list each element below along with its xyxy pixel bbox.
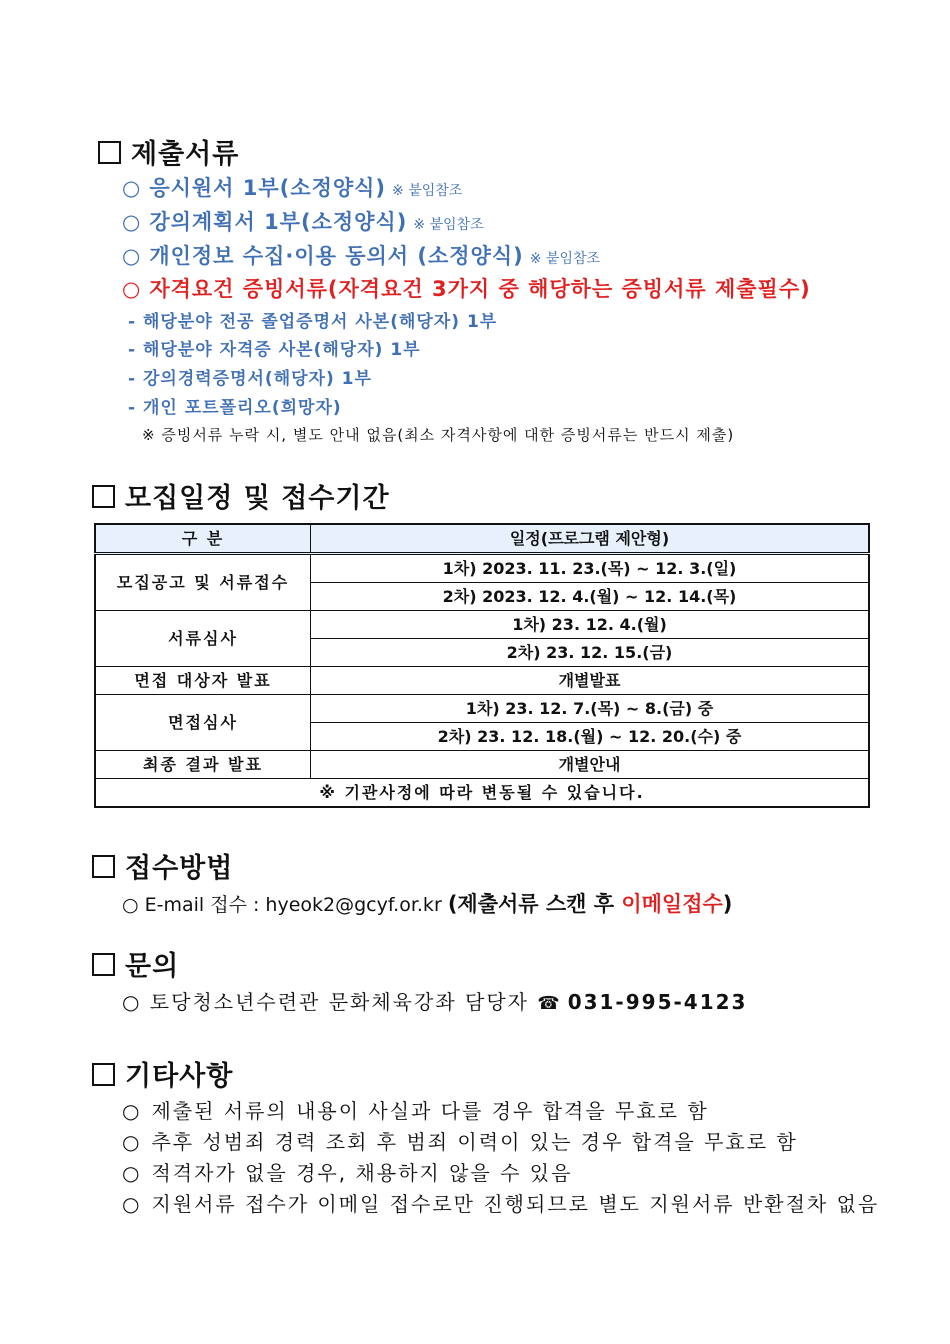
- circle-bullet-icon: ○: [122, 277, 142, 301]
- document-item: ○ 강의계획서 1부(소정양식) ※ 붙임참조: [122, 210, 484, 234]
- row-label: 모집공고 및 서류접수: [95, 554, 311, 611]
- schedule-cell: 개별발표: [311, 667, 870, 695]
- checkbox-icon: [92, 953, 115, 976]
- sub-item: - 해당분야 전공 졸업증명서 사본(해당자) 1부: [128, 312, 498, 332]
- table-row: [95, 751, 869, 779]
- column-header: 일정(프로그램 제안형): [311, 524, 870, 554]
- section-heading-method: 접수방법: [92, 846, 233, 885]
- circle-bullet-icon: ○: [122, 1130, 142, 1154]
- circle-bullet-icon: ○: [122, 1161, 142, 1185]
- row-label: 최종 결과 발표: [95, 751, 311, 779]
- circle-bullet-icon: ○: [122, 176, 142, 200]
- schedule-table: [94, 523, 870, 808]
- schedule-note: ※ 기관사정에 따라 변동될 수 있습니다.: [95, 779, 869, 808]
- table-row: [95, 667, 869, 695]
- etc-item: ○ 추후 성범죄 경력 조회 후 범죄 이력이 있는 경우 합격을 무효로 함: [122, 1130, 798, 1154]
- circle-bullet-icon: ○: [122, 1099, 142, 1123]
- circle-bullet-icon: ○: [122, 244, 142, 268]
- row-label: 면접심사: [95, 695, 311, 751]
- table-row: [95, 611, 869, 639]
- section-heading-documents: 제출서류: [98, 132, 239, 171]
- phone-number: 031-995-4123: [567, 990, 748, 1014]
- sub-item: - 강의경력증명서(해당자) 1부: [128, 369, 372, 389]
- checkbox-icon: [92, 855, 115, 878]
- submission-method: ○ E-mail 접수 : hyeok2@gcyf.or.kr (제출서류 스캔 후 이메일접수): [122, 892, 733, 916]
- checkbox-icon: [92, 1063, 115, 1086]
- schedule-cell: 개별안내: [311, 751, 870, 779]
- section-heading-etc: 기타사항: [92, 1054, 233, 1093]
- schedule-cell: 2차) 23. 12. 15.(금): [311, 639, 870, 667]
- checkbox-icon: [92, 485, 115, 508]
- row-label: 서류심사: [95, 611, 311, 667]
- document-item-required: ○ 자격요건 증빙서류(자격요건 3가지 중 해당하는 증빙서류 제출필수): [122, 277, 811, 301]
- etc-item: ○ 제출된 서류의 내용이 사실과 다를 경우 합격을 무효로 함: [122, 1099, 709, 1123]
- schedule-cell: 2차) 2023. 12. 4.(월) ~ 12. 14.(목): [311, 583, 870, 611]
- table-note-row: [95, 779, 869, 808]
- checkbox-icon: [98, 141, 121, 164]
- email-submit-highlight: 이메일접수: [621, 892, 723, 916]
- table-row: [95, 695, 869, 723]
- circle-bullet-icon: ○: [122, 210, 142, 234]
- sub-item: - 해당분야 자격증 사본(해당자) 1부: [128, 340, 421, 360]
- schedule-cell: 1차) 2023. 11. 23.(목) ~ 12. 3.(일): [311, 554, 870, 583]
- document-item: ○ 개인정보 수집·이용 동의서 (소정양식) ※ 붙임참조: [122, 244, 601, 268]
- circle-bullet-icon: ○: [122, 1192, 142, 1216]
- schedule-cell: 1차) 23. 12. 7.(목) ~ 8.(금) 중: [311, 695, 870, 723]
- sub-item: - 개인 포트폴리오(희망자): [128, 398, 342, 418]
- contact-line: ○ 토당청소년수련관 문화체육강좌 담당자 ☎ 031-995-4123: [122, 990, 748, 1014]
- etc-item: ○ 지원서류 접수가 이메일 접수로만 진행되므로 별도 지원서류 반환절차 없음: [122, 1192, 880, 1216]
- column-header: 구 분: [95, 524, 311, 554]
- row-label: 면접 대상자 발표: [95, 667, 311, 695]
- etc-item: ○ 적격자가 없을 경우, 채용하지 않을 수 있음: [122, 1161, 573, 1185]
- table-header-row: [95, 524, 869, 554]
- documents-warning: ※ 증빙서류 누락 시, 별도 안내 없음(최소 자격사항에 대한 증빙서류는 반드시 제출): [142, 426, 735, 444]
- section-heading-schedule: 모집일정 및 접수기간: [92, 476, 390, 515]
- table-row: [95, 554, 869, 583]
- schedule-cell: 2차) 23. 12. 18.(월) ~ 12. 20.(수) 중: [311, 723, 870, 751]
- section-heading-contact: 문의: [92, 944, 179, 983]
- phone-icon: ☎: [537, 993, 562, 1014]
- email-address-text: ○ E-mail 접수 : hyeok2@gcyf.or.kr: [122, 894, 442, 916]
- document-item: ○ 응시원서 1부(소정양식) ※ 붙임참조: [122, 176, 463, 200]
- schedule-cell: 1차) 23. 12. 4.(월): [311, 611, 870, 639]
